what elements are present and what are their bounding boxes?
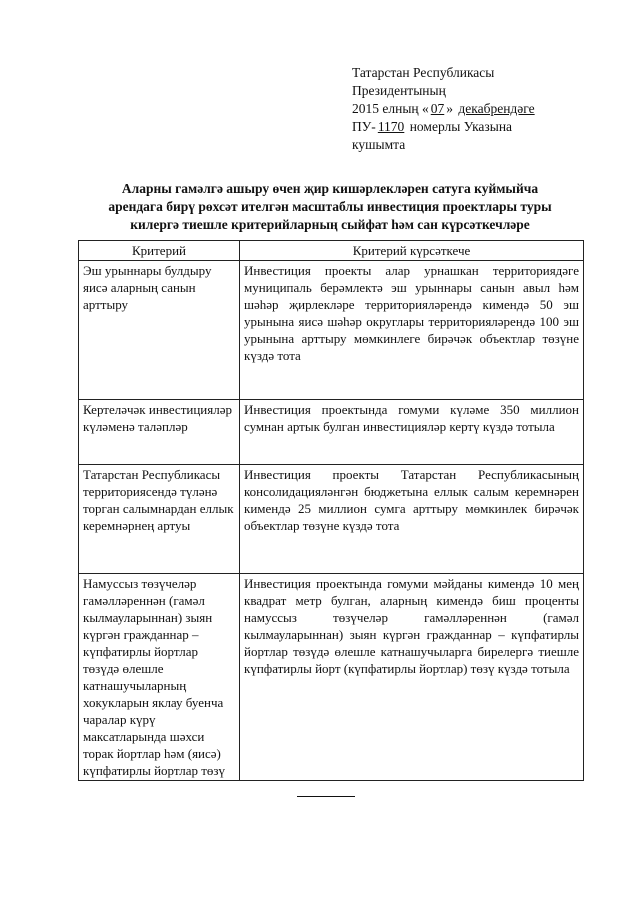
title-line-2: арендага бирү рөхсәт ителгән масштаблы инвестиция проектлары туры (108, 199, 552, 214)
criterion-cell: Кертеләчәк инвестицияләр күләменә таләпләр (79, 400, 240, 465)
header-line-5: кушымта (352, 137, 406, 152)
number-suffix: номерлы Указына (409, 119, 513, 134)
decree-number: 1170 (377, 119, 405, 134)
table-row (79, 574, 584, 781)
column-header-criterion: Критерий (79, 241, 240, 261)
table-row (79, 400, 584, 465)
indicator-cell: Инвестиция проекты Татарстан Республикасының консолидацияләнгән бюджетына еллык салым керемнәрен кимендә 25 миллион сумга арттыру мөмкинлек бирәчәк объектлар төзүне күздә тота (240, 465, 584, 574)
criterion-cell: Намуссыз төзүчеләр гамәлләреннән (гамәл кылмауларыннан) зыян күргән гражданнар – күпфатирлы йортлар төзүдә өлешле катнашучыларның хокукларын яклау буенча чаралар күрү максатларында шәхси торак йортлар һәм (яисә) күпфатирлы йортлар төзү (79, 574, 240, 781)
date-mid: » (446, 101, 453, 116)
number-prefix: ПУ- (352, 119, 376, 134)
table-row (79, 261, 584, 400)
indicator-cell: Инвестиция проектында гомуми күләме 350 миллион сумнан артык булган инвестицияләр кертү күздә тотыла (240, 400, 584, 465)
appendix-header (352, 64, 602, 154)
closing-divider (297, 796, 355, 797)
column-header-indicator: Критерий күрсәткече (240, 241, 584, 261)
date-prefix: 2015 елның « (352, 101, 429, 116)
table-row (79, 465, 584, 574)
criterion-cell: Эш урыннары булдыру яисә аларның санын арттыру (79, 261, 240, 400)
indicator-cell: Инвестиция проектында гомуми мәйданы кимендә 10 мең квадрат метр булган, аларның кимендә биш проценты намуссыз төзүчеләр гамәлләреннән (гамәл кылмауларыннан) зыян күргән гражданнар – күпфатирлы йортлар төзүдә өлешле катнашучыларга бирелергә тиешле күпфатирлы йорт (күпфатирлы йортлар) төзү күздә тотыла (240, 574, 584, 781)
criteria-table (78, 240, 584, 781)
title-line-1: Аларны гамәлгә ашыру өчен җир кишәрлекләрен сатуга куймыйча (121, 181, 539, 196)
date-month: декабрендәге (458, 101, 535, 116)
header-date-line (352, 100, 602, 118)
document-title (70, 180, 590, 234)
criterion-cell: Татарстан Республикасы территориясендә түләнә торган салымнардан еллык керемнәрнең артуы (79, 465, 240, 574)
indicator-cell: Инвестиция проекты алар урнашкан территориядәге муниципаль берәмлектә эш урыннары санын авыл һәм шәһәр җирлекләре территорияләрендә кимендә 50 эш урынына яисә шәһәр округлары территорияләрендә 100 эш урынына арттыру мөмкинлеге бирәчәк объектлар төзүне күздә тота (240, 261, 584, 400)
header-number-line (352, 118, 602, 136)
table-header-row (79, 241, 584, 261)
title-line-3: килергә тиешле критерийларның сыйфат һәм сан күрсәткечләре (130, 217, 530, 232)
date-day: 07 (430, 101, 445, 116)
header-line-2: Президентының (352, 83, 446, 98)
header-line-1: Татарстан Республикасы (352, 65, 495, 80)
